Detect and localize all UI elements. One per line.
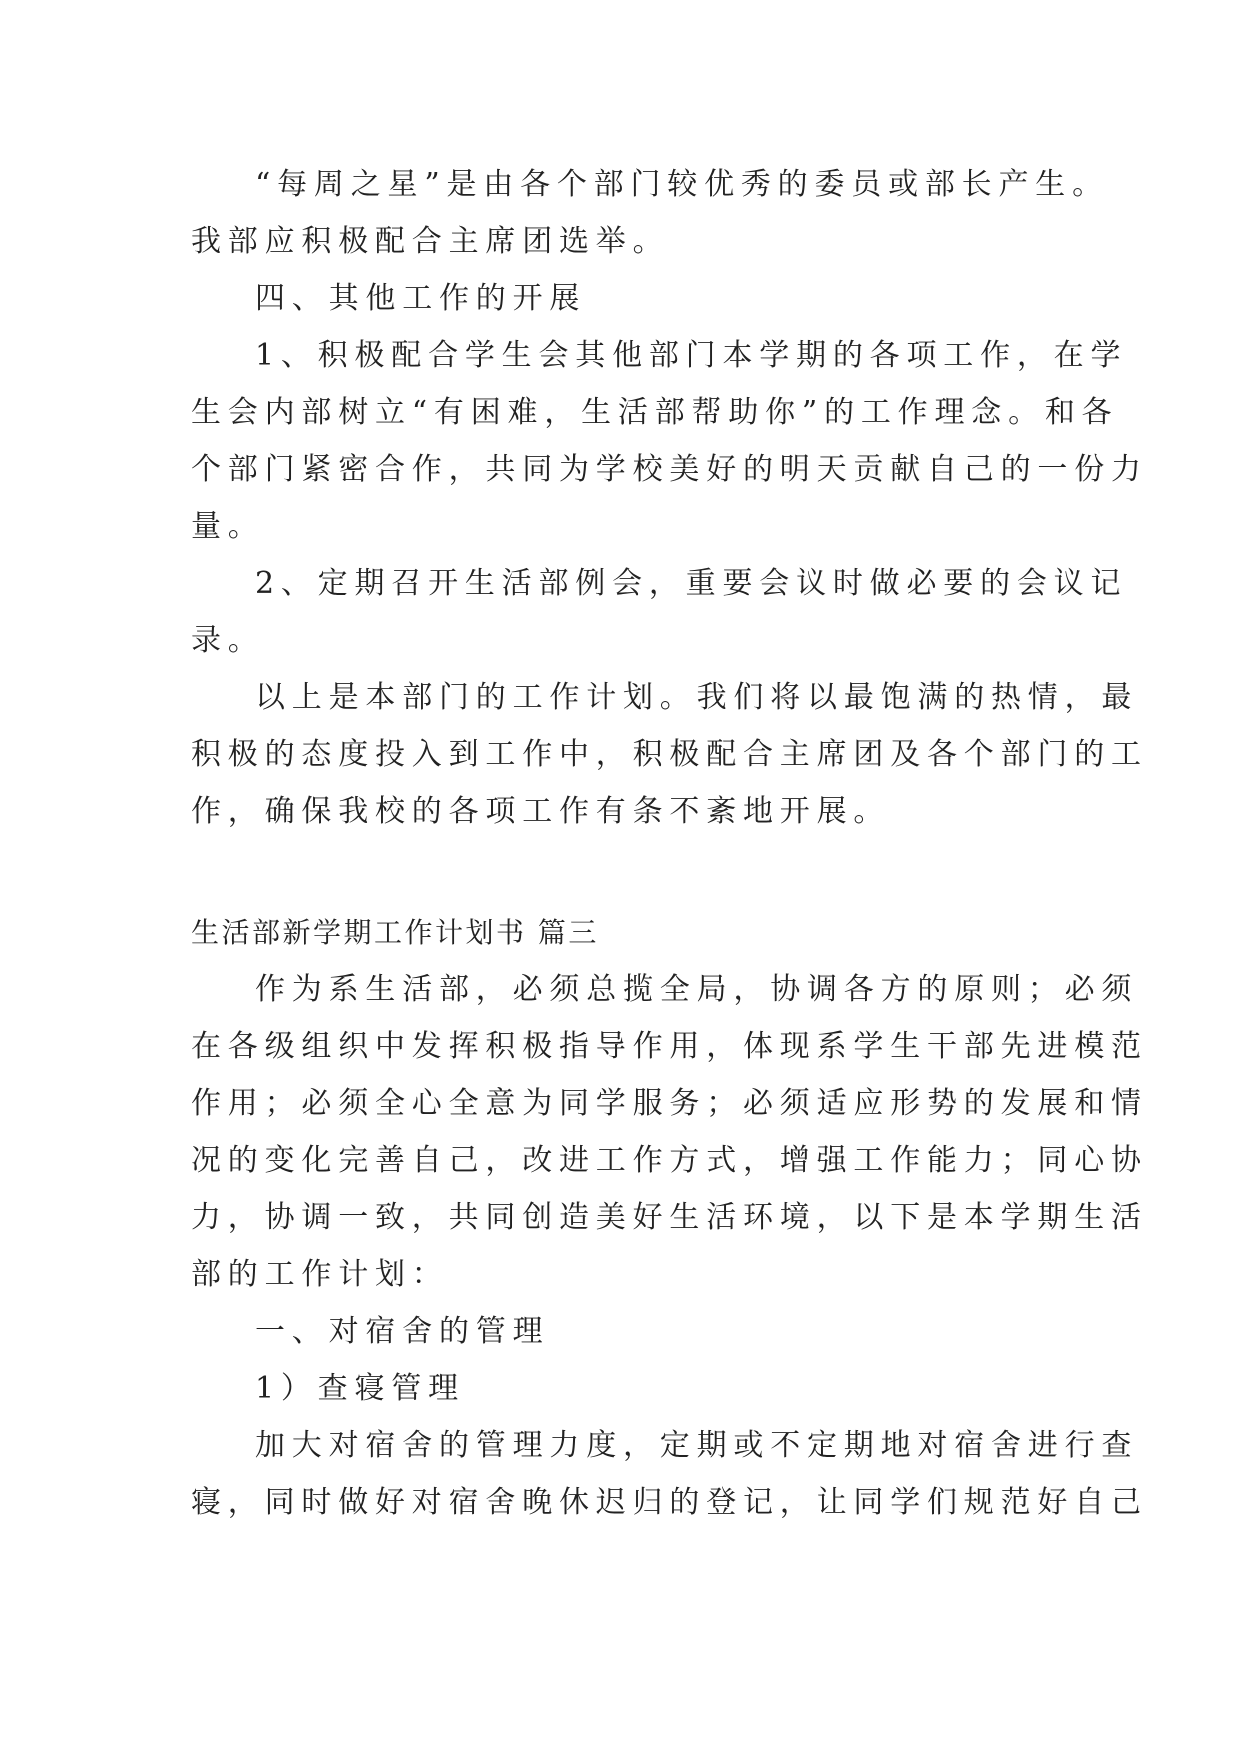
- body-line: 生会内部树立“有困难，生活部帮助你”的工作理念。和各: [191, 395, 1119, 430]
- document-body: [191, 156, 1148, 1531]
- body-line: 积极的态度投入到工作中，积极配合主席团及各个部门的工: [191, 737, 1148, 772]
- section-heading: 四、其他工作的开展: [255, 281, 587, 316]
- body-line: 2、定期召开生活部例会，重要会议时做必要的会议记: [255, 566, 1128, 601]
- body-line: 以上是本部门的工作计划。我们将以最饱满的热情，最: [255, 680, 1139, 715]
- body-line: 部的工作计划：: [191, 1257, 449, 1292]
- body-line: 作为系生活部，必须总揽全局，协调各方的原则；必须: [255, 972, 1139, 1007]
- body-line: 在各级组织中发挥积极指导作用，体现系学生干部先进模范: [191, 1029, 1148, 1064]
- section-heading: 一、对宿舍的管理: [255, 1314, 550, 1349]
- body-line: 加大对宿舍的管理力度，定期或不定期地对宿舍进行查: [255, 1428, 1139, 1463]
- body-line: 作用；必须全心全意为同学服务；必须适应形势的发展和情: [191, 1086, 1148, 1121]
- body-line: 个部门紧密合作，共同为学校美好的明天贡献自己的一份力: [191, 452, 1148, 487]
- body-line: 作，确保我校的各项工作有条不紊地开展。: [191, 794, 891, 829]
- body-line: 1、积极配合学生会其他部门本学期的各项工作，在学: [255, 338, 1128, 373]
- body-line: 量。: [191, 509, 265, 544]
- body-line: 录。: [191, 623, 265, 658]
- article-title: 生活部新学期工作计划书 篇三: [191, 916, 599, 949]
- body-line: 寝，同时做好对宿舍晚休迟归的登记，让同学们规范好自己: [191, 1485, 1148, 1520]
- body-line: 况的变化完善自己，改进工作方式，增强工作能力；同心协: [191, 1143, 1148, 1178]
- subsection-heading: 1）查寝管理: [255, 1371, 465, 1406]
- body-line: “每周之星”是由各个部门较优秀的委员或部长产生。: [255, 167, 1109, 202]
- body-line: 力，协调一致，共同创造美好生活环境，以下是本学期生活: [191, 1200, 1148, 1235]
- body-line: 我部应积极配合主席团选举。: [191, 224, 670, 259]
